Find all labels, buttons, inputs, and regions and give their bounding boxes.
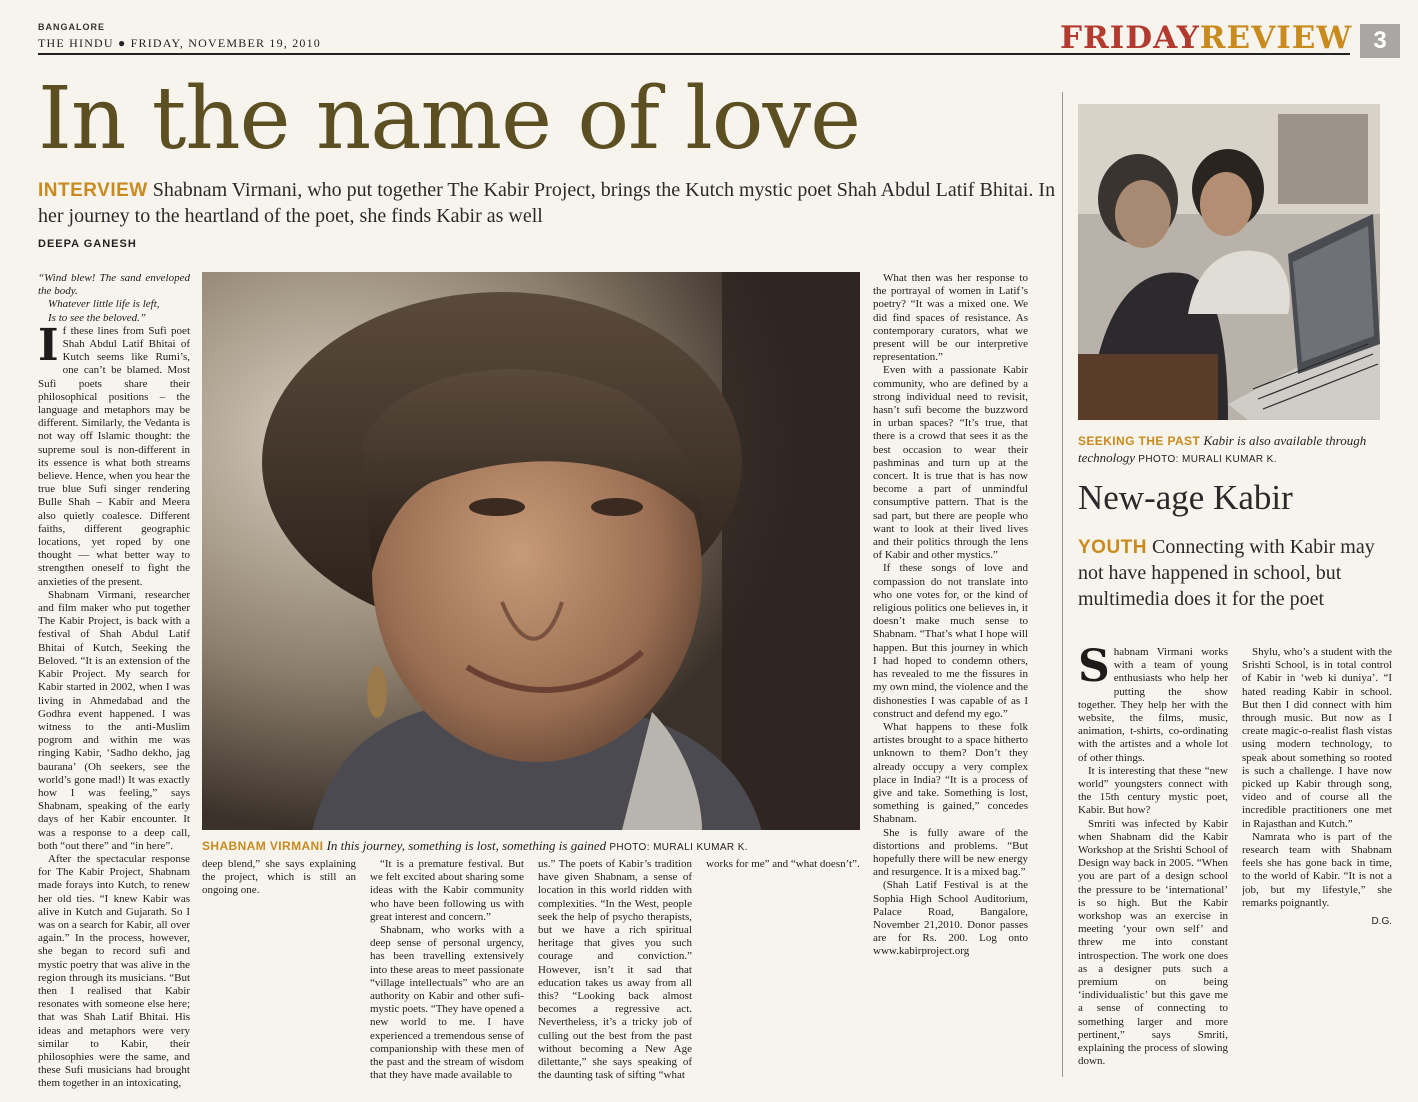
body-paragraph: Shabnam, who works with a deep sense of personal urgency, has been travelling extensively into these areas to meet passionate “village intellectuals” who are an authority on Kabir and other sufi-mystic poets. “They have opened a new world to me. I have experienced a tremendous sense of companionship with these men of the past and the stream of wisdom that they have made available to	[370, 924, 524, 1082]
portrait-photo-credit: PHOTO: MURALI KUMAR K.	[609, 842, 748, 853]
main-deck	[38, 177, 1058, 229]
laptop-photo-credit: PHOTO: MURALI KUMAR K.	[1138, 454, 1277, 465]
verse-line: Whatever little life is left,	[48, 298, 160, 311]
body-paragraph: She is fully aware of the distortions and problems. “But hopefully there will be new energy and resurgence. It is a mixed bag.”	[873, 826, 1028, 879]
side-paragraph: Smriti was infected by Kabir when Shabnam did the Kabir Workshop at the Srishti School of Design way back in 2005. “When you are part of a design school the pressure to be ‘international’ is so high. But the Kabir workshop was an exercise in meeting ‘your own self’ and threw me into constant introspection. The work one does as a designer puts such a premium on being ‘individualistic’ but this gave me a sense of connecting to something larger and more pertinent,” says Smriti, explaining the process of slowing down.	[1078, 817, 1228, 1068]
side-deck	[1078, 534, 1388, 612]
main-column-3	[370, 858, 524, 1090]
main-kicker: INTERVIEW	[38, 180, 148, 201]
brand-friday: FRIDAY	[1060, 20, 1200, 56]
side-kicker: YOUTH	[1078, 537, 1147, 558]
portrait-caption-text: In this journey, something is lost, something is gained	[326, 838, 607, 853]
portrait-caption-tag: SHABNAM VIRMANI	[202, 839, 324, 853]
side-paragraph: Shabnam Virmani works with a team of young enthusiasts who help her putting the show together. They help her with the website, the films, music, animation, t-shirts, co-ordinating with the artistes and a whole lot of other things.	[1078, 646, 1228, 764]
main-column-5	[706, 858, 860, 1090]
byline: DEEPA GANESH	[38, 238, 137, 250]
portrait-photo-graphic	[202, 272, 860, 830]
dateline: THE HINDU ● FRIDAY, NOVEMBER 19, 2010	[38, 36, 321, 50]
signoff: D.G.	[1371, 916, 1392, 928]
page-number: 3	[1360, 24, 1400, 58]
body-paragraph: us.” The poets of Kabir’s tradition have given Shabnam, a sense of location in this world ridden with complexities. “In the West, people seek the help of psycho therapists, but we have a rich spiritual heritage that gives you such courage and conviction.” However, isn’t it sad that education takes us away from all this? “Looking back almost becomes a regressive act. Nevertheless, it’s a tricky job of culling out the best from the past without becoming a New Age dilettante,” she says speaking of the daunting task of sifting “what	[538, 858, 692, 1082]
side-headline: New-age Kabir	[1078, 478, 1293, 517]
body-paragraph: If these songs of love and compassion do not translate into who one votes for, or the kind of religious politics one believes in, it doesn’t make much sense to Shabnam. “That’s what I hope will happen. But this journey in which I had hoped to condemn others, has revealed to me the fissures in my own mind, the violence and the dishonesties I was capable of as I construct and defend my ego.”	[873, 562, 1028, 720]
body-paragraph: deep blend,” she says explaining the project, which is still an ongoing one.	[202, 858, 356, 897]
body-paragraph: (Shah Latif Festival is at the Sophia High School Auditorium, Palace Road, Bangalore, November 21,2010. Donor passes are for Rs. 200. Log onto www.kabirproject.org	[873, 879, 1028, 958]
verse-line: “Wind blew! The sand enveloped the body.	[38, 272, 190, 298]
edition-city: BANGALORE	[38, 22, 105, 32]
portrait-photo	[202, 272, 860, 830]
drop-cap: I	[38, 319, 59, 371]
body-paragraph: What then was her response to the portrayal of women in Latif’s poetry? “It was a mixed one. We did find spaces of resistance. As contemporary curators, what we present will be our interpretive representation.”	[873, 272, 1028, 364]
main-column-6	[873, 272, 1028, 1090]
side-column-2	[1242, 646, 1392, 1094]
laptop-caption	[1078, 432, 1388, 466]
side-drop-cap: S	[1078, 646, 1110, 692]
main-deck-text: Shabnam Virmani, who put together The Kabir Project, brings the Kutch mystic poet Shah Abdul Latif Bhitai. In her journey to the heartland of the poet, she finds Kabir as well	[38, 179, 1056, 227]
body-paragraph: Even with a passionate Kabir community, who are defined by a strong individual need to revisit, hasn’t sufi become the buzzword in urban spaces? “It’s true, that there is a crowd that sees it as the best occasion to wear their pashminas and turn up at the concert. It is true that is has now become a part of unmindful consumptive pattern. That is the sad part, but there are people who want to look at their lived lives and their politics through the lens of Kabir and other mystics.”	[873, 364, 1028, 562]
portrait-caption	[202, 838, 862, 854]
main-column-4	[538, 858, 692, 1090]
side-deck-text: Connecting with Kabir may not have happened in school, but multimedia does it for the poet	[1078, 536, 1375, 610]
body-paragraph: works for me” and “what doesn’t”.	[706, 858, 860, 870]
column-divider	[1062, 92, 1063, 1077]
laptop-photo-graphic	[1078, 104, 1380, 420]
section-brand	[1060, 20, 1352, 56]
side-paragraph: Shylu, who’s a student with the Srishti School, is in total control of Kabir in ‘web ki duniya’. “I hated reading Kabir in school. But then I did connect with him through music. But now as I create magic-o-realist flash vistas using modern technology, to speak about something so rooted is such a challenge. I have now picked up Kabir through song, video and of course all the incredible practitioners one met in Rajasthan and Kutch.”	[1242, 646, 1392, 830]
main-headline: In the name of love	[38, 69, 861, 169]
side-paragraph: Namrata who is part of the research team with Shabnam feels she has gone back in time, to the world of Kabir. “It is not a job, but my lifestyle,” she remarks poignantly.	[1242, 830, 1392, 909]
brand-review: REVIEW	[1199, 20, 1353, 56]
body-paragraph: “It is a premature festival. But we felt excited about sharing some ideas with the Kabir community who have been following us with great interest and concern.”	[370, 858, 524, 923]
body-paragraph: After the spectacular response for The Kabir Project, Shabnam made forays into Kutch, to renew her old ties. “I knew Kabir was alive in Kutch and Gujarath. So I was on a search for Kabir, all over again.” In the process, however, she began to record sufi and mystic poetry that was alive in the region through its musicians. “But then I realised that Kabir resonates with someone else here; that was Shah Latif Bhitai. His ideas and metaphors were very similar to Kabir, their philosophies were the same, and these Sufi musicians had brought them together in an intoxicating,	[38, 852, 190, 1090]
side-column-1	[1078, 646, 1228, 1094]
laptop-photo	[1078, 104, 1380, 420]
laptop-caption-text: Kabir is also available through technology	[1078, 433, 1367, 465]
laptop-caption-tag: SEEKING THE PAST	[1078, 434, 1201, 448]
main-column-2	[202, 858, 356, 1090]
verse-line: Is to see the beloved.”	[48, 311, 147, 324]
body-paragraph: Shabnam Virmani, researcher and film maker who put together The Kabir Project, is back with a festival of Shah Abdul Latif Bhitai of Kutch, Seeking the Beloved. “It is an extension of the Kabir Project. My search for Kabir started in 2002, when I was living in Ahmedabad and the Godhra event happened. I was witness to the anti-Muslim pogrom and within me was ringing Kabir, ‘Sadho dekho, jag baurana’ (Oh seekers, see the world’s gone mad!) It was exactly how I was feeling,” says Shabnam, speaking of the early days of her Kabir encounter. It was a response to a deep call, both “out there” and “in here”.	[38, 588, 190, 852]
body-paragraph: What happens to these folk artistes brought to a space hitherto unknown to them? Don’t they already occupy a very complex place in India? “It is a process of give and take. Something is lost, something is gained,” concedes Shabnam.	[873, 720, 1028, 826]
body-paragraph: If these lines from Sufi poet Shah Abdul Latif Bhitai of Kutch seems like Rumi’s, one can’t be blamed. Most Sufi poets share their philosophical positions – the language and metaphors may be different. Similarly, the Vedanta is not way off Islamic thought: the supreme soul is non-different in its essence is what both streams believe. Hence, when you hear the true blue Sufi singer rendering Bulle Shah – Kabir and Meera also quietly coalesce. Different faiths, different geographic locations, yet roped by one thought — what better way to strengthen oneself to fight the anxieties of the present.	[38, 319, 190, 588]
side-paragraph: It is interesting that these “new world” youngsters connect with the 15th century mystic poet, Kabir. But how?	[1078, 764, 1228, 817]
main-column-1	[38, 272, 190, 1090]
